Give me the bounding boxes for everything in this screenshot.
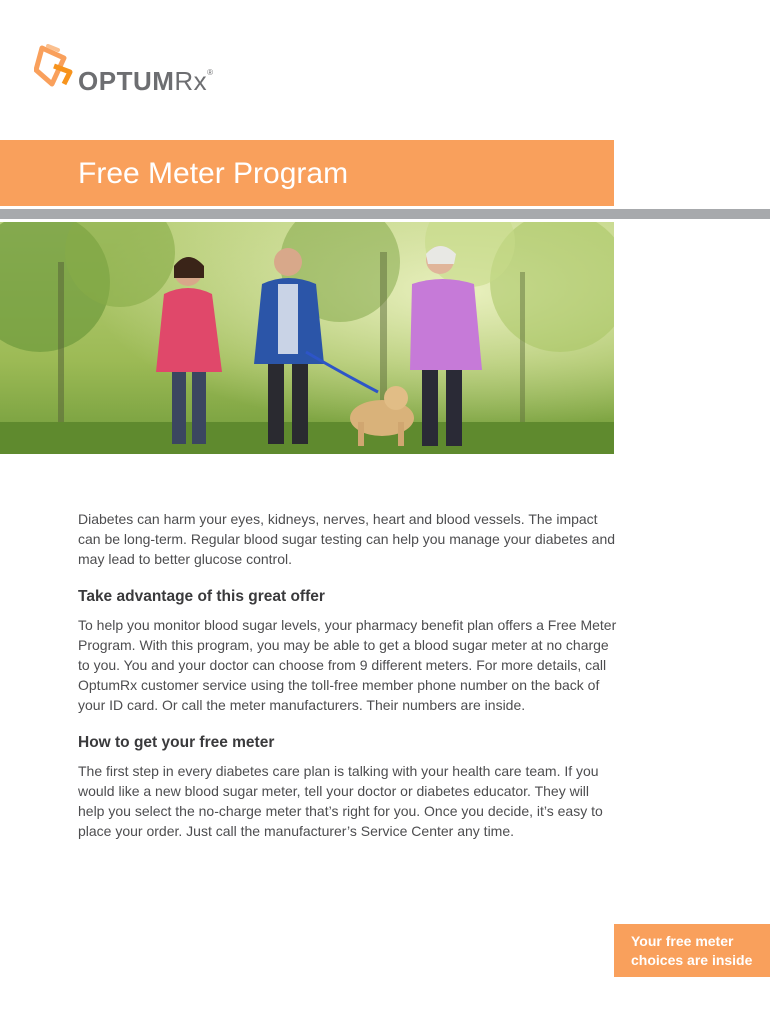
hero-photo (0, 222, 614, 454)
logo-brand-bold: OPTUM (78, 66, 175, 96)
logo-brand-light: Rx (174, 66, 208, 96)
divider-rule (0, 209, 770, 219)
optumrx-logo-mark-icon (34, 44, 74, 90)
optumrx-wordmark (78, 66, 214, 97)
photo-people-walking-dog-icon (0, 222, 614, 454)
badge-text: Your free meter choices are inside (631, 933, 753, 968)
title-banner (0, 140, 614, 206)
section-heading-offer: Take advantage of this great offer (78, 588, 325, 605)
free-meter-badge (614, 924, 770, 977)
section-text-how-to: The first step in every diabetes care plan is talking with your health care team. If you would like a new blood sugar meter, tell your doctor or diabetes educator. They will help you select the no-charge meter that’s right for you. Once you decide, it’s easy to place your order. Just call the manufacturer’s Service Center any time. (78, 763, 603, 839)
intro-paragraph: Diabetes can harm your eyes, kidneys, nerves, heart and blood vessels. The impact can be long-term. Regular blood sugar testing can help you manage your diabetes and may lead to better glucose control. (78, 511, 616, 567)
optumrx-logo (34, 44, 234, 100)
body-content (78, 509, 618, 841)
logo-registered-mark: ® (207, 68, 214, 77)
page-title: Free Meter Program (78, 157, 349, 190)
section-heading-how-to: How to get your free meter (78, 734, 275, 751)
section-text-offer: To help you monitor blood sugar levels, your pharmacy benefit plan offers a Free Meter Program. With this program, you may be able to get a blood sugar meter at no charge to you. You and your doctor can choose from 9 different meters. For more details, call OptumRx customer service using the toll-free member phone number on the back of your ID card. Or call the meter manufacturers. Their numbers are inside. (78, 617, 617, 713)
